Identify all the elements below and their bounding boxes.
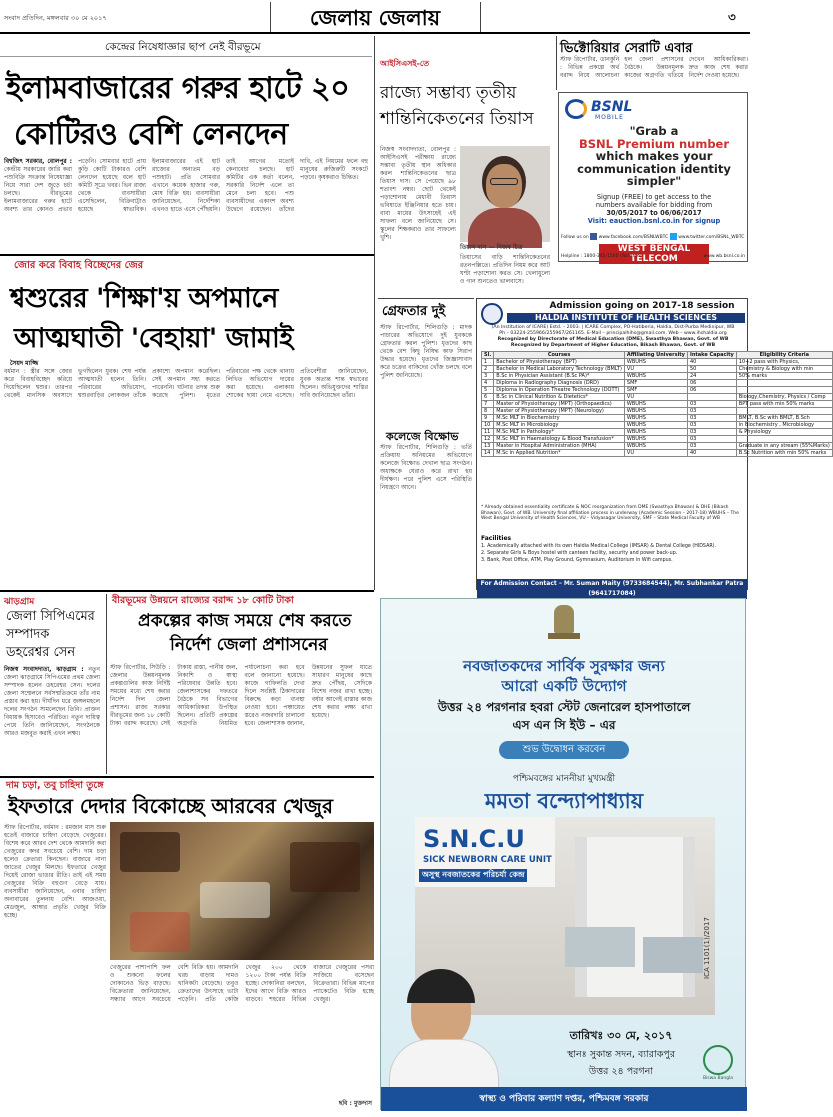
table-cell: 10+2 pass with Physics, xyxy=(736,359,832,366)
table-row xyxy=(482,394,833,401)
event-date: তারিখঃ ৩০ মে, ২০১৭ xyxy=(569,1029,673,1042)
info-line-4: Recognized by Department of Higher Education, Bikash Bhawan, Govt. of WB xyxy=(510,343,716,348)
table-row xyxy=(482,436,833,443)
admission-note: * Already obtained essentiality certificate & NOC reorganization from DME (Swasthya Bhawan) & DHE (Bikash Bhawan), Govt. of WB. University final affiliation process in underway (Academic Session – 2017-18) WBUHS – The West Bengal University of Health Sciences, VU – Vidyasagar University, SMF – State Medical Faculty of WB xyxy=(481,505,739,521)
story-headline-2: আত্মঘাতী 'বেহায়া' জামাই xyxy=(14,323,293,354)
table-cell xyxy=(736,380,832,387)
institute-info xyxy=(481,325,745,349)
signup-line-2: numbers available for bidding from xyxy=(595,201,713,209)
table-cell: BPT pass with min 50% marks xyxy=(736,401,832,408)
table-cell: M.Sc MLT in Pathology* xyxy=(494,429,625,436)
story-kicker: জোর করে বিবাহ বিচ্ছেদের জের xyxy=(14,260,144,271)
story-victoria xyxy=(560,36,748,90)
table-cell: in Biochemistry , Microbiology xyxy=(736,422,832,429)
table-cell: 3 xyxy=(482,373,494,380)
dates-photo xyxy=(110,822,374,960)
story-body-text: নতুন জেলা ঝাড়গ্রামে সিপিএমের প্রথম জেলা সম্পাদক হলেন ডহরেশ্বর সেন। দলের জেলা সম্মেলনে সর্বসম্মতিক্রমে তাঁর নাম প্রস্তাব করা হয়। দীর্ঘদিন ধরে জঙ্গলমহলে দলের সংগঠন সামলেছেন তিনি। প্রাক্তন বিধায়ক হিসাবেও পরিচিত। নতুন দায়িত্ব পেয়ে তিনি জানিয়েছেন, সংগঠনকে আরও মজবুত করাই এখন লক্ষ্য। xyxy=(4,666,100,737)
story-body-2: স্টাফ রিপোর্টার, শিলিগুড়ি : ভর্তি প্রক্রিয়ায় অনিয়মের অভিযোগে কলেজে বিক্ষোভ দেখাল ছাত্র সংগঠন। অধ্যক্ষকে ঘেরাও করে রাখা হয় দীর্ঘক্ষণ। পরে পুলিশ এসে পরিস্থিতি নিয়ন্ত্রণে আনে। xyxy=(380,444,472,491)
table-header: Sl. xyxy=(482,352,494,359)
biswa-bangla-logo xyxy=(699,1045,737,1085)
table-cell: WBUHS xyxy=(624,401,687,408)
story-projects xyxy=(110,592,374,772)
table-cell: 24 xyxy=(687,373,736,380)
table-cell: 9 xyxy=(482,415,494,422)
logo-text: Biswa Bangla xyxy=(702,1076,734,1081)
story-body-bottom: খেজুরের পাশাপাশি ফল ও শুকনো ফলের দোকানেও ভিড় বাড়ছে। বিক্রেতারা জানিয়েছেন, সন্ধ্যার আগে সবচেয়ে বেশি বিক্রি হয়। আমদানি খরচ বাড়ায় দামও খানিকটা বেড়েছে। তবুও ক্রেতাদের উৎসাহে ভাটা পড়েনি। প্রতি কেজি খেজুর ২০০ থেকে ১২০০ টাকা পর্যন্ত বিক্রি হচ্ছে। দোকানিরা বলছেন, ইদের আগে বিক্রি আরও বাড়বে। শহরের বিভিন্ন বাজারে খেজুরের পসরা সাজিয়ে বসেছেন বিক্রেতারা। বিভিন্ন মাপের প্যাকেটেও বিক্রি হচ্ছে খেজুর। xyxy=(110,964,374,1003)
ica-code: ICA 1101(1)/2017 xyxy=(703,917,711,979)
masthead-date: সংবাদ প্রতিদিন, মঙ্গলবার ৩০ মে ২০১৭ xyxy=(4,14,107,22)
table-cell: M.Sc MLT in Haematology & Blood Transfusion* xyxy=(494,436,625,443)
table-header: Affiliating University xyxy=(624,352,687,359)
signup-line-1: Signup (FREE) to get access to the xyxy=(596,193,712,201)
table-cell: 40 xyxy=(687,359,736,366)
table-cell: 50% marks xyxy=(736,373,832,380)
story-headline: গ্রেফতার দুই xyxy=(382,304,446,319)
table-cell: Master in Hospital Administration (MHA) xyxy=(494,443,625,450)
sncu-ad xyxy=(380,598,746,1110)
story-headline: রাজ্যে সম্ভাব্য তৃতীয় xyxy=(380,83,517,103)
table-cell: 8 xyxy=(482,408,494,415)
table-row xyxy=(482,450,833,457)
table-cell: VU xyxy=(624,394,687,401)
ad-line-2: আরো একটি উদ্যোগ xyxy=(501,677,627,695)
table-cell: Biology,Chemistry, Physics / Comp xyxy=(736,394,832,401)
table-cell: 03 xyxy=(687,408,736,415)
ad-line-1: নবজাতকদের সার্বিক সুরক্ষার জন্য xyxy=(463,657,665,675)
table-cell: BMLT, B.Sc with BMLT, B.Sch xyxy=(736,415,832,422)
table-cell: 50 xyxy=(687,366,736,373)
facebook-icon[interactable] xyxy=(590,233,597,240)
table-cell: 40 xyxy=(687,450,736,457)
bsnl-ad xyxy=(558,92,748,262)
ad-line-4: এস এন সি ইউ – এর xyxy=(512,718,616,732)
event-district: উত্তর ২৪ পরগনা xyxy=(588,1066,654,1077)
table-cell: M.Sc MLT in Biochemistry xyxy=(494,415,625,422)
table-cell: 03 xyxy=(687,401,736,408)
bsnl-logo-text: BSNL xyxy=(591,99,633,115)
cm-label: পশ্চিমবঙ্গের মাননীয়া মুখ্যমন্ত্রী xyxy=(512,774,616,784)
table-cell: M.Sc in Applied Nutrition* xyxy=(494,450,625,457)
bsnl-logo xyxy=(565,97,657,123)
govt-emblem xyxy=(544,605,584,649)
department-footer: স্বাস্থ্য ও পরিবার কল্যাণ দপ্তর, পশ্চিমবঙ্গ সরকার xyxy=(381,1087,747,1111)
sncu-sign-bn: অসুস্থ নবজাতকের পরিচর্যা কেন্দ্র xyxy=(419,869,527,882)
quote-line-4: communication identity xyxy=(577,161,731,176)
table-header: Eligibility Criteria xyxy=(736,352,832,359)
student-photo xyxy=(460,146,550,242)
courses-table xyxy=(481,351,830,503)
table-cell: 06 xyxy=(687,380,736,387)
table-cell: 5 xyxy=(482,387,494,394)
story-byline: সৈয়দ মাজ্জি xyxy=(10,360,39,367)
bsnl-signup xyxy=(563,193,745,225)
table-cell: WBUHS xyxy=(624,359,687,366)
table-cell: 6 xyxy=(482,394,494,401)
twitter-link[interactable]: www.twitter.com/BSNL_WBTC xyxy=(678,235,745,240)
table-cell: Bachelor in Medical Laboratory Technology (BMLT) xyxy=(494,366,625,373)
story-headline-3: ডহরেশ্বর সেন xyxy=(6,645,76,660)
table-cell: Master of Physiotherapy (MPT) (Orthopaedics) xyxy=(494,401,625,408)
table-cell: B.Sc in Physician Assistant (B.Sc PA)* xyxy=(494,373,625,380)
story-dates xyxy=(0,778,376,1116)
twitter-icon[interactable] xyxy=(670,233,677,240)
story-body: স্টাফ রিপোর্টার, সিউড়ি : জেলার উন্নয়নমূলক প্রকল্পগুলির কাজ নির্দিষ্ট সময়ের মধ্যে শেষ করার নির্দেশ দিল জেলা প্রশাসন। রাজ্য সরকার বীরভূমের জন্য ১৮ কোটি টাকা বরাদ্দ করেছে। সেই টাকায় রাস্তা, পানীয় জল, নিকাশি ও স্বাস্থ্য পরিষেবার উন্নতি হবে। জেলাশাসকের দফতরে বৈঠকে সব বিভাগের আধিকারিকরা উপস্থিত ছিলেন। প্রতিটি প্রকল্পের অগ্রগতি নিয়মিত পর্যালোচনা করা হবে বলে জানানো হয়েছে। কাজে গাফিলতি দেখা দিলে সংশ্লিষ্ট ঠিকাদারের বিরুদ্ধে কড়া ব্যবস্থা নেওয়া হবে। পঞ্চায়েত স্তরেও নজরদারি চালানো হবে। জেলাশাসক জানান, উন্নয়নের সুফল যাতে সাধারণ মানুষের কাছে দ্রুত পৌঁছয়, সেদিকে বিশেষ নজর রাখা হচ্ছে। বর্ষার আগেই রাস্তার কাজ শেষ করার লক্ষ্য রাখা হয়েছে। xyxy=(110,664,372,727)
story-headline-2: শান্তিনিকেতনের তিয়াস xyxy=(380,109,534,129)
table-header: Intake Capacity xyxy=(687,352,736,359)
table-cell: 10 xyxy=(482,422,494,429)
facilities-title: Facilities xyxy=(481,535,512,542)
story-body-left: স্টাফ রিপোর্টার, বর্ধমান : রমজান মাস শুরু হতেই বাজারে চাহিদা বেড়েছে খেজুরের। বিশেষ করে আরব দেশ থেকে আমদানি করা খেজুরের কদর সবচেয়ে বেশি। দাম চড়া হলেও ক্রেতারা কিনছেন। বাজারে নানা জাতের খেজুর মিলছে। ইফতারে খেজুর দিয়েই রোজা ভাঙার রীতি। তাই এই সময় খেজুরের বিক্রি বহুগুণ বেড়ে যায়। ব্যবসায়ীরা জানিয়েছেন, এবার চাহিদা অন্যবারের তুলনায় বেশি। আজওয়া, মেডজুল, আম্বার প্রভৃতি খেজুর বিক্রি হচ্ছে। xyxy=(4,824,106,919)
bsnl-footer xyxy=(561,254,745,260)
table-cell: 06 xyxy=(687,387,736,394)
sncu-sign-sub: SICK NEWBORN CARE UNIT xyxy=(423,855,552,865)
story-headline-1: জেলা সিপিএমের xyxy=(6,609,95,624)
story-headline: প্রকল্পের কাজ সময়ে শেষ করতে xyxy=(138,611,352,631)
institute-title: HALDIA INSTITUTE OF HEALTH SCIENCES xyxy=(507,313,745,323)
signup-link[interactable]: Visit: eauction.bsnl.co.in for signup xyxy=(587,217,721,225)
facebook-link[interactable]: www.facebook.com/BSNLWBTC xyxy=(598,235,669,240)
sncu-sign: S.N.C.U xyxy=(423,825,525,853)
follow-label: Follow us on xyxy=(561,235,589,240)
quote-line-2: BSNL Premium number xyxy=(578,136,730,151)
table-cell: 2 xyxy=(482,366,494,373)
table-row xyxy=(482,366,833,373)
table-cell: VU xyxy=(624,450,687,457)
event-venue: স্থানঃ সুকান্ত সদন, ব্যারাকপুর xyxy=(566,1049,676,1060)
table-row xyxy=(482,380,833,387)
event-details xyxy=(531,1027,711,1080)
table-cell: Diploma in Operation Theatre Technology (DOTT) xyxy=(494,387,625,394)
story-ilambazar xyxy=(0,36,372,252)
table-cell: Chemistry & Biology with min xyxy=(736,366,832,373)
story-body-right: তিয়াসের বাড়ি শান্তিনিকেতনের রতনপল্লিতে। প্রতিদিন নিয়ম করে আট ঘণ্টা পড়াশোনা করত সে। খেলাধুলো ও গান শুনতেও ভালবাসে। xyxy=(460,254,550,285)
table-row xyxy=(482,443,833,450)
story-kicker: ঝাড়গ্রাম xyxy=(4,597,35,607)
story-kicker: কেন্দ্রের নিষেধাজ্ঞার ছাপ নেই বীরভূমে xyxy=(105,41,261,53)
photo-credit: ছবি : মুক্তদাস xyxy=(338,1100,372,1107)
courses-table-grid xyxy=(481,351,833,457)
facilities-list xyxy=(481,543,745,577)
table-cell: WBUHS xyxy=(624,443,687,450)
story-headline: শ্বশুরের 'শিক্ষা'য় অপমানে xyxy=(10,283,278,314)
table-cell: 03 xyxy=(687,443,736,450)
haldia-ad xyxy=(476,298,830,597)
story-kicker: বীরভূমের উন্নয়নে রাজ্যের বরাদ্দ ১৮ কোটি টাকা xyxy=(112,595,294,606)
story-headline-2: কোটিরও বেশি লেনদেন xyxy=(14,117,288,152)
story-headline-2: সম্পাদক xyxy=(6,627,50,642)
table-cell: WBUHS xyxy=(624,436,687,443)
info-line-1: (An Institution of ICARE) Estd. – 2003. | ICARE Complex, PO-Hatiberia, Haldia, Dist-Purba Medinipur, WB xyxy=(491,325,735,330)
info-line-2: Ph – 03224-255966/255967/261165. E-Mail – principalhihs@gmail.com. Web – www.ihshaldia.org xyxy=(499,331,727,336)
table-cell xyxy=(736,387,832,394)
story-kicker: দাম চড়া, তবু চাহিদা তুঙ্গে xyxy=(6,780,104,791)
inauguration-ribbon: শুভ উদ্বোধন করবেন xyxy=(499,741,629,759)
table-cell: WBUHS xyxy=(624,408,687,415)
bsnl-web[interactable]: www.wb.bsnl.co.in xyxy=(703,254,745,259)
story-arrest xyxy=(378,298,474,588)
table-cell: WBUHS xyxy=(624,415,687,422)
table-row xyxy=(482,359,833,366)
bsnl-brand: WEST BENGAL TELECOM xyxy=(599,244,709,264)
table-cell: WBUHS xyxy=(624,373,687,380)
table-cell: Diploma in Radiography Diagnosis (DRD) xyxy=(494,380,625,387)
table-row xyxy=(482,401,833,408)
story-tiyas xyxy=(378,36,554,298)
table-cell xyxy=(736,436,832,443)
table-cell: B.Sc in Clinical Nutrition & Dietetics* xyxy=(494,394,625,401)
story-son-in-law xyxy=(0,256,372,506)
story-headline-2: এবার xyxy=(664,41,693,56)
table-cell: Bachelor of Physiotherapy (BPT) xyxy=(494,359,625,366)
quote-line-1: "Grab a xyxy=(629,124,679,138)
table-cell: Master of Physiotherapy (MPT) (Neurology) xyxy=(494,408,625,415)
quote-line-5: simpler" xyxy=(626,174,682,188)
helpline: Helpline : 1800-345-1500 (Toll Free) xyxy=(561,254,642,259)
cm-name: মমতা বন্দ্যোপাধ্যায় xyxy=(484,789,644,813)
table-row xyxy=(482,429,833,436)
table-cell: 03 xyxy=(687,422,736,429)
table-row xyxy=(482,415,833,422)
story-body: বর্ধমান : স্ত্রীর সঙ্গে জোর করে বিবাহবিচ্ছেদ করিয়ে দিয়েছিলেন শ্বশুর। তারপর থেকেই মানসিক অবসাদে ভুগছিলেন যুবক। শেষ পর্যন্ত আত্মঘাতী হলেন তিনি। পরিবারের অভিযোগ, শ্বশুরবাড়ির লোকজন তাঁকে প্রকাশ্যে অপমান করেছিল। সেই অপমান সহ্য করতে পারেননি। ঘটনার তদন্ত শুরু করেছে পুলিশ। মৃতের পরিবারের পক্ষ থেকে থানায় লিখিত অভিযোগ দায়ের করা হয়েছে। এলাকায় শোকের ছায়া নেমে এসেছে। প্রতিবেশীরা জানিয়েছেন, যুবক অত্যন্ত শান্ত স্বভাবের ছিলেন। অভিযুক্তদের শাস্তির দাবি জানিয়েছেন তাঁরা। xyxy=(4,368,368,399)
table-cell: 11 xyxy=(482,429,494,436)
table-cell: 13 xyxy=(482,443,494,450)
story-body: স্টাফ রিপোর্টার, শিলিগুড়ি : মাদক পাচারের অভিযোগে দুই যুবককে গ্রেফতার করল পুলিশ। ধৃতদের কাছ থেকে বেশ কিছু নিষিদ্ধ কাফ সিরাপ উদ্ধার হয়েছে। ধৃতদের জিজ্ঞাসাবাদ করে চক্রের বাকিদের খোঁজ চলছে বলে পুলিশ জানিয়েছে। xyxy=(380,324,472,379)
table-cell: 1 xyxy=(482,359,494,366)
table-cell: & Physiology xyxy=(736,429,832,436)
section-title: জেলায় জেলায় xyxy=(309,6,441,30)
quote-line-3: which makes your xyxy=(595,149,713,163)
table-cell: 7 xyxy=(482,401,494,408)
table-cell: SMF xyxy=(624,387,687,394)
table-cell: 03 xyxy=(687,429,736,436)
story-body-text: কেন্দ্রীয় সরকারের জারি করা পশুবিক্রি সংক্রান্ত নিষেধাজ্ঞা নিয়ে সারা দেশ জুড়ে চর্চা চলছে। বীরভূমের ইলামবাজারের গরুর হাটে অবশ্য তার কোনও প্রভাব পড়েনি। সোমবার হাটে প্রায় কুড়ি কোটি টাকারও বেশি লেনদেন হয়েছে বলে হাট কমিটি সূত্রে খবর। ভিন রাজ্য থেকে ব্যবসায়ীরা এসেছিলেন, বিক্রিবাট্টাও হয়েছে স্বাভাবিক। ইলামবাজারের এই হাট রাজ্যের অন্যতম বড় পশুহাট। প্রতি সোমবার এখানে কয়েক হাজার গরু, মোষ বিক্রি হয়। ব্যবসায়ীরা জানিয়েছেন, নির্দেশিকা এখনও হাতে এসে পৌঁছয়নি। তাই আগের মতোই কেনাবেচা চলছে। হাট কমিটির এক কর্তা বলেন, সরকারি নির্দেশ এলে তা মেনে চলা হবে। পশু ব্যবসায়ীদের একাংশ অবশ্য উদ্বেগে রয়েছেন। তাঁদের দাবি, এই নিয়মের ফলে বহু মানুষের রুজিরুটি সংকটে পড়বে। কৃষকরাও চিন্তিত। xyxy=(4,158,368,213)
table-cell: 4 xyxy=(482,380,494,387)
table-row xyxy=(482,422,833,429)
story-byline: নিজস্ব সংবাদদাতা, ঝাড়গ্রাম : xyxy=(4,666,84,673)
story-cpm xyxy=(0,592,104,772)
admission-banner: Admission going on 2017-18 session xyxy=(549,301,735,311)
table-cell: 14 xyxy=(482,450,494,457)
story-headline-1: ভিক্টোরিয়ার সেরাটি xyxy=(560,41,660,56)
ad-line-3: উত্তর ২৪ পরগনার হবরা স্টেট জেনারেল হাসপাতালে xyxy=(437,700,691,714)
story-byline: বিশ্বজিৎ সরকার, বোলপুর : xyxy=(4,158,72,165)
table-cell xyxy=(687,394,736,401)
table-header: Courses xyxy=(494,352,625,359)
table-cell: 03 xyxy=(687,415,736,422)
table-row xyxy=(482,408,833,415)
masthead xyxy=(0,0,750,34)
page-number: ৩ xyxy=(728,10,736,24)
table-cell: B.Sc Nutrition with min 50% marks xyxy=(736,450,832,457)
table-cell: WBUHS xyxy=(624,429,687,436)
story-body xyxy=(4,158,368,250)
story-headline: ইফতারে দেদার বিকোচ্ছে আরবের খেজুর xyxy=(8,794,333,818)
story-headline xyxy=(6,608,102,662)
signup-line-3: 30/05/2017 to 06/06/2017 xyxy=(606,209,702,217)
table-row xyxy=(482,387,833,394)
story-kicker: আইসিএসই-তে xyxy=(380,59,430,68)
table-cell: Graduate in any stream (55%Marks) xyxy=(736,443,832,450)
table-cell: 12 xyxy=(482,436,494,443)
institute-logo xyxy=(481,303,503,325)
story-subheadline: কলেজে বিক্ষোভ xyxy=(386,430,459,443)
bsnl-logo-sub: MOBILE xyxy=(595,114,624,121)
table-cell: SMF xyxy=(624,380,687,387)
admission-contact: For Admission Contact – Mr. Suman Maity (9733684544), Mr. Subhankar Patra (9641717084) xyxy=(477,579,747,599)
photo-caption: তিয়াস দাস — নিজস্ব চিত্র xyxy=(460,244,523,251)
info-line-3: Recognized by Directorate of Medical Education (DME), Swasthya Bhawan, Govt. of WB xyxy=(497,337,729,342)
facility-item: 2. Separate Girls & Boys hostel with canteen facility, security and power back-up. xyxy=(481,551,678,556)
facility-item: 3. Bank, Post Office, ATM, Play Ground, Gymnasium, Auditorium in Wifi campus. xyxy=(481,558,673,563)
table-cell: WBUHS xyxy=(624,422,687,429)
bsnl-quote xyxy=(565,125,743,188)
table-cell: 03 xyxy=(687,436,736,443)
story-headline-2: নির্দেশ জেলা প্রশাসনের xyxy=(170,635,328,655)
story-headline: ইলামবাজারের গরুর হাটে ২০ xyxy=(6,71,350,106)
story-body-left: নিজস্ব সংবাদদাতা, বোলপুর : আইসিএসই পরীক্ষায় রাজ্যে সম্ভাব্য তৃতীয় স্থান অধিকার করল শান্তিনিকেতনের ছাত্র তিয়াস দাস। সে পেয়েছে ৯৮ শতাংশ নম্বর। ছোট থেকেই পড়াশোনায় মেধাবী তিয়াস ভবিষ্যতে ইঞ্জিনিয়ার হতে চায়। বাবা মায়ের উৎসাহেই এই সাফল্য বলে জানিয়েছে সে। স্কুলের শিক্ষকরাও তার সাফল্যে খুশি। xyxy=(380,146,456,241)
table-cell: VU xyxy=(624,366,687,373)
bsnl-social xyxy=(561,233,745,243)
table-cell: M.Sc MLT in Microbiology xyxy=(494,422,625,429)
story-body: স্টাফ রিপোর্টার, ডানকুনি : বিভিন্ন প্রকল্পে অর্থ বরাদ্দ নিয়ে আলোচনা হল জেলা প্রশাসনের বৈঠকে। উন্নয়নমূলক কাজের অগ্রগতি খতিয়ে দেখেন আধিকারিকরা। দ্রুত কাজ শেষ করার নির্দেশ দেওয়া হয়েছে। xyxy=(560,56,748,79)
facility-item: 1. Academically attached with its own Haldia Medical College (IMSAR) & Dental College (HIDSAR). xyxy=(481,544,717,549)
story-body xyxy=(4,666,100,770)
table-cell xyxy=(736,408,832,415)
table-row xyxy=(482,373,833,380)
